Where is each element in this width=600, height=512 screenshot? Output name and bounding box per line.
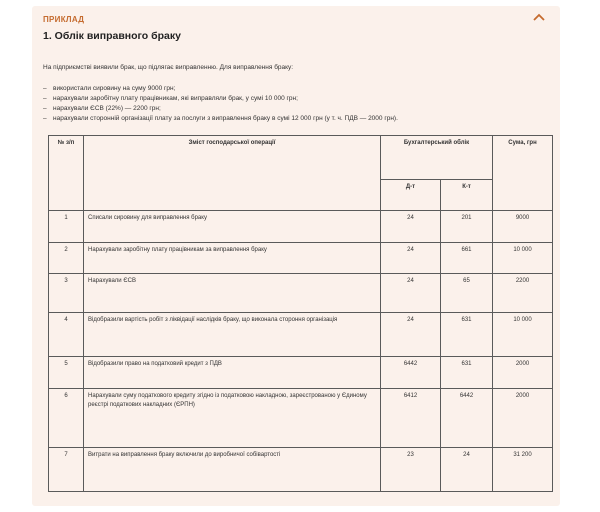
header-credit: К-т (441, 180, 493, 211)
header-content: Зміст господарської операції (84, 136, 381, 211)
header-debit: Д-т (381, 180, 441, 211)
bullet-marker: – (43, 115, 47, 122)
list-item: – нарахували ЄСВ (22%) — 2200 грн; (43, 105, 161, 112)
header-num: № з/п (49, 136, 84, 211)
table-header-row (49, 136, 553, 180)
table-row: 7 Витрати на виправлення браку включили до виробничої собівартості 23 24 31 200 (49, 448, 553, 492)
example-title: 1. Облік виправного браку (43, 30, 181, 42)
header-sum: Сума, грн (493, 136, 553, 211)
bullet-marker: – (43, 85, 47, 92)
table-row: 6 Нарахували суму податкового кредиту згідно із податковою накладною, зареєстрованою у Єдиному реєстрі податкових накладних (ЄРПН) 6412 6442 2000 (49, 389, 553, 448)
intro-text: На підприємстві виявили брак, що підлягає виправленню. Для виправлення браку: (43, 64, 294, 71)
list-item: – нарахували сторонній організації плату за послуги з виправлення браку в сумі 12 000 грн (у т. ч. ПДВ — 2000 грн). (43, 115, 398, 122)
header-accounting: Бухгалтерський облік (381, 136, 493, 180)
example-label: ПРИКЛАД (43, 15, 85, 24)
table-row: 3 Нарахували ЄСВ 24 65 2200 (49, 274, 553, 313)
example-card (32, 6, 560, 506)
bullet-marker: – (43, 105, 47, 112)
operations-table (48, 135, 553, 492)
table-row: 5 Відобразили право на податковий кредит з ПДВ 6442 631 2000 (49, 357, 553, 389)
chevron-up-icon[interactable] (532, 12, 546, 22)
bullet-marker: – (43, 95, 47, 102)
table-row: 2 Нарахували заробітну плату працівникам за виправлення браку 24 661 10 000 (49, 243, 553, 274)
table-row: 4 Відобразили вартість робіт з ліквідації наслідків браку, що виконала стороння організація 24 631 10 000 (49, 313, 553, 357)
list-item: – нарахували заробітну плату працівникам, які виправляли брак, у сумі 10 000 грн; (43, 95, 298, 102)
table-row: 1 Списали сировину для виправлення браку 24 201 9000 (49, 211, 553, 243)
list-item: – використали сировину на суму 9000 грн; (43, 85, 176, 92)
bullet-list (43, 84, 398, 124)
